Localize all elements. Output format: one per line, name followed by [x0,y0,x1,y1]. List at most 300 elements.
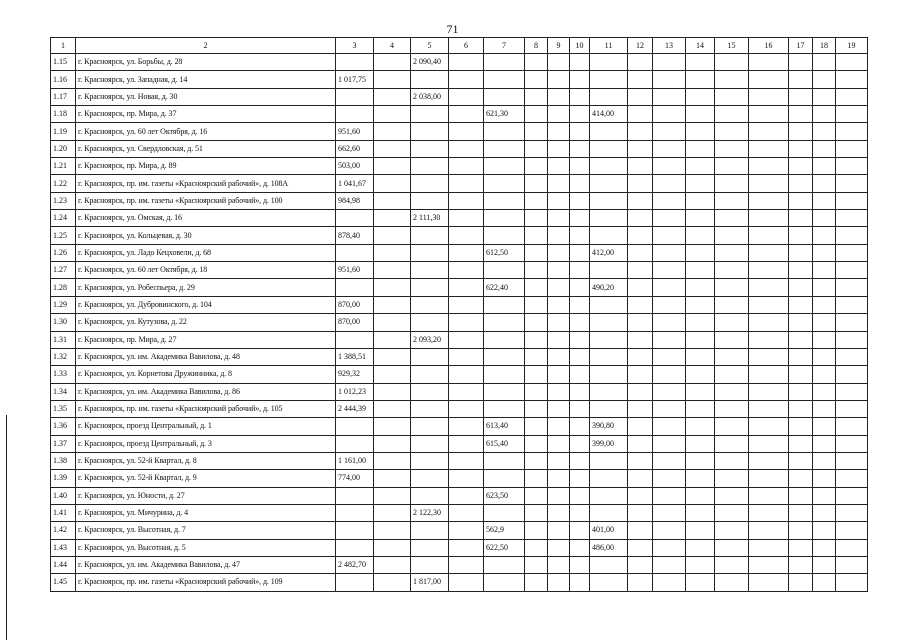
table-cell [686,227,715,244]
table-cell [590,71,628,88]
table-row [51,504,868,521]
table-cell [715,296,749,313]
table-cell [653,54,686,71]
table-cell [789,452,813,469]
table-cell [548,366,570,383]
table-cell: 951,60 [336,123,374,140]
table-cell [525,279,548,296]
table-cell [813,348,836,365]
table-cell: 878,40 [336,227,374,244]
table-cell [653,175,686,192]
table-cell [628,418,653,435]
table-cell [449,400,484,417]
table-cell [789,175,813,192]
table-cell [628,522,653,539]
table-cell [836,470,868,487]
table-cell [628,175,653,192]
table-cell [789,54,813,71]
table-cell [548,556,570,573]
table-cell [590,556,628,573]
row-number-cell: 1.34 [51,383,76,400]
table-cell [813,556,836,573]
table-cell [686,71,715,88]
table-cell [570,262,590,279]
table-cell [653,470,686,487]
table-cell [484,227,525,244]
table-cell [749,470,789,487]
margin-line [6,415,7,640]
table-cell [570,88,590,105]
table-cell [628,140,653,157]
table-cell [411,435,449,452]
table-cell [374,314,411,331]
table-cell [628,435,653,452]
column-header-16: 16 [749,38,789,54]
table-cell [525,348,548,365]
row-number-cell: 1.31 [51,331,76,348]
table-cell [628,262,653,279]
table-cell [411,227,449,244]
table-cell [749,123,789,140]
table-cell [484,574,525,591]
table-cell [548,244,570,261]
table-cell [789,522,813,539]
address-cell: г. Красноярск, ул. Дубровинского, д. 104 [76,296,336,313]
table-cell [336,435,374,452]
table-row [51,487,868,504]
table-cell [484,262,525,279]
table-cell [628,210,653,227]
table-cell [411,140,449,157]
table-cell [686,192,715,209]
table-cell [449,123,484,140]
table-cell [813,435,836,452]
table-cell [789,88,813,105]
column-header-18: 18 [813,38,836,54]
table-cell [449,244,484,261]
table-cell [836,88,868,105]
table-cell: 2 038,00 [411,88,449,105]
table-cell [628,227,653,244]
table-cell [525,314,548,331]
table-cell [374,418,411,435]
table-cell [484,470,525,487]
table-cell [570,71,590,88]
table-cell [525,522,548,539]
table-cell [628,123,653,140]
table-cell [789,487,813,504]
table-cell [374,227,411,244]
table-cell [548,54,570,71]
table-cell [449,106,484,123]
table-cell [653,556,686,573]
table-cell [590,487,628,504]
table-cell [449,539,484,556]
column-header-8: 8 [525,38,548,54]
table-cell [686,54,715,71]
table-cell [525,487,548,504]
table-cell: 2 111,30 [411,210,449,227]
table-cell [336,106,374,123]
row-number-cell: 1.44 [51,556,76,573]
row-number-cell: 1.40 [51,487,76,504]
table-cell [570,140,590,157]
table-cell [715,158,749,175]
data-table [50,37,868,592]
table-cell [836,244,868,261]
table-cell [749,279,789,296]
table-cell [749,366,789,383]
table-cell [590,54,628,71]
table-cell [484,88,525,105]
table-cell [449,71,484,88]
table-cell [411,418,449,435]
table-cell [548,400,570,417]
table-cell [749,296,789,313]
table-cell [411,244,449,261]
table-cell [484,556,525,573]
table-cell [336,244,374,261]
row-number-cell: 1.43 [51,539,76,556]
table-cell [548,435,570,452]
table-cell [813,262,836,279]
table-cell [548,383,570,400]
row-number-cell: 1.30 [51,314,76,331]
table-cell [570,522,590,539]
table-cell [484,158,525,175]
table-cell [374,140,411,157]
table-cell [411,71,449,88]
table-cell [336,504,374,521]
table-cell [411,366,449,383]
table-cell: 1 817,00 [411,574,449,591]
table-cell [411,262,449,279]
table-row [51,366,868,383]
table-cell [749,71,789,88]
table-row [51,348,868,365]
table-cell [590,366,628,383]
row-number-cell: 1.36 [51,418,76,435]
address-cell: г. Красноярск, ул. 60 лет Октября, д. 18 [76,262,336,279]
table-cell [836,140,868,157]
table-cell [813,452,836,469]
table-cell [628,366,653,383]
table-cell [374,262,411,279]
table-cell [548,314,570,331]
table-cell [628,539,653,556]
table-cell [411,539,449,556]
table-cell [653,140,686,157]
table-cell [484,123,525,140]
column-header-15: 15 [715,38,749,54]
table-cell [653,244,686,261]
table-cell [570,192,590,209]
table-cell [548,192,570,209]
table-cell [484,71,525,88]
table-cell [411,279,449,296]
table-cell [789,158,813,175]
table-cell [484,210,525,227]
table-cell [628,88,653,105]
table-cell [525,383,548,400]
table-cell [653,279,686,296]
table-cell [749,539,789,556]
table-cell: 490,20 [590,279,628,296]
table-cell [570,158,590,175]
table-cell [836,192,868,209]
table-cell [836,331,868,348]
address-cell: г. Красноярск, пр. им. газеты «Красноярский рабочий», д. 109 [76,574,336,591]
table-cell [590,452,628,469]
table-cell [570,123,590,140]
table-cell [715,383,749,400]
table-cell [789,71,813,88]
table-cell [653,522,686,539]
table-body [51,54,868,592]
table-cell [813,366,836,383]
table-cell [525,244,548,261]
row-number-cell: 1.25 [51,227,76,244]
table-cell [836,71,868,88]
table-cell [548,279,570,296]
table-cell [449,452,484,469]
table-cell [715,470,749,487]
table-cell [449,279,484,296]
address-cell: г. Красноярск, ул. Кутузова, д. 22 [76,314,336,331]
table-cell [653,366,686,383]
table-cell [789,262,813,279]
table-cell [628,71,653,88]
table-cell [653,452,686,469]
table-cell [374,504,411,521]
table-cell [449,262,484,279]
table-cell [686,262,715,279]
table-cell [836,383,868,400]
table-cell [374,106,411,123]
table-cell [749,54,789,71]
row-number-cell: 1.21 [51,158,76,175]
table-cell [715,487,749,504]
table-cell [715,366,749,383]
table-cell [628,452,653,469]
table-cell: 870,00 [336,314,374,331]
table-cell [715,140,749,157]
table-cell [715,539,749,556]
table-cell [484,296,525,313]
row-number-cell: 1.27 [51,262,76,279]
table-cell [813,574,836,591]
column-header-13: 13 [653,38,686,54]
table-cell [374,210,411,227]
table-cell [570,400,590,417]
table-cell [749,418,789,435]
table-cell [484,140,525,157]
table-cell [449,470,484,487]
table-cell [789,106,813,123]
table-cell [715,348,749,365]
table-cell [686,88,715,105]
table-cell [813,314,836,331]
table-row [51,175,868,192]
address-cell: г. Красноярск, пр. Мира, д. 89 [76,158,336,175]
table-cell [715,244,749,261]
table-cell [686,452,715,469]
table-cell [836,504,868,521]
table-cell [628,54,653,71]
table-cell [653,348,686,365]
table-cell [590,383,628,400]
table-cell: 612,50 [484,244,525,261]
table-cell [525,106,548,123]
table-cell [411,400,449,417]
table-cell [570,348,590,365]
row-number-cell: 1.15 [51,54,76,71]
table-cell [411,383,449,400]
table-cell [715,88,749,105]
row-number-cell: 1.22 [51,175,76,192]
table-cell [715,227,749,244]
row-number-cell: 1.39 [51,470,76,487]
table-cell [590,158,628,175]
table-cell [749,383,789,400]
address-cell: г. Красноярск, пр. Мира, д. 37 [76,106,336,123]
row-number-cell: 1.20 [51,140,76,157]
address-cell: г. Красноярск, пр. им. газеты «Красноярский рабочий», д. 108А [76,175,336,192]
table-cell [336,487,374,504]
table-cell [836,106,868,123]
table-cell [749,314,789,331]
table-cell [628,314,653,331]
table-cell [570,383,590,400]
table-cell [525,470,548,487]
table-cell [789,210,813,227]
table-cell [374,366,411,383]
table-cell [570,227,590,244]
table-cell [374,158,411,175]
table-cell: 951,60 [336,262,374,279]
table-cell [686,435,715,452]
table-cell [336,574,374,591]
address-cell: г. Красноярск, ул. 60 лет Октября, д. 16 [76,123,336,140]
table-cell [590,210,628,227]
table-cell [570,487,590,504]
table-cell [336,54,374,71]
table-cell [715,418,749,435]
table-cell [749,504,789,521]
table-cell [449,192,484,209]
address-cell: г. Красноярск, ул. Юности, д. 27 [76,487,336,504]
table-cell [411,192,449,209]
table-cell [789,383,813,400]
table-cell [590,227,628,244]
table-cell [686,574,715,591]
table-cell [653,106,686,123]
table-cell [686,279,715,296]
table-cell [570,366,590,383]
table-cell [590,88,628,105]
table-cell [570,331,590,348]
table-cell [570,504,590,521]
table-cell [813,54,836,71]
address-cell: г. Красноярск, ул. 52-й Квартал, д. 8 [76,452,336,469]
table-cell: 622,50 [484,539,525,556]
table-cell [715,435,749,452]
table-cell [411,470,449,487]
table-cell: 774,00 [336,470,374,487]
table-row [51,400,868,417]
table-cell [653,296,686,313]
table-cell [715,71,749,88]
address-cell: г. Красноярск, ул. Высотная, д. 7 [76,522,336,539]
table-cell [813,140,836,157]
table-cell [449,175,484,192]
address-cell: г. Красноярск, ул. 52-й Квартал, д. 9 [76,470,336,487]
table-cell [628,487,653,504]
table-cell [715,123,749,140]
table-cell [628,106,653,123]
table-row [51,331,868,348]
table-cell [653,400,686,417]
table-cell [836,158,868,175]
table-cell [590,348,628,365]
table-cell [570,54,590,71]
row-number-cell: 1.38 [51,452,76,469]
table-cell [749,556,789,573]
table-cell [653,71,686,88]
table-cell: 399,00 [590,435,628,452]
table-cell [374,435,411,452]
table-cell: 486,00 [590,539,628,556]
table-cell [411,314,449,331]
table-cell [686,158,715,175]
table-cell [836,296,868,313]
table-cell [548,175,570,192]
table-cell [525,192,548,209]
table-cell [715,522,749,539]
table-cell [715,54,749,71]
table-cell [813,383,836,400]
table-cell [548,88,570,105]
table-cell [686,244,715,261]
table-cell [653,435,686,452]
table-cell [548,331,570,348]
address-cell: г. Красноярск, ул. Борьбы, д. 28 [76,54,336,71]
table-cell [570,539,590,556]
row-number-cell: 1.16 [51,71,76,88]
table-cell [813,418,836,435]
table-cell [411,175,449,192]
table-cell [836,314,868,331]
table-cell [653,314,686,331]
table-cell: 503,00 [336,158,374,175]
table-cell [789,470,813,487]
table-cell: 1 017,75 [336,71,374,88]
table-cell [715,279,749,296]
column-header-2: 2 [76,38,336,54]
column-header-4: 4 [374,38,411,54]
table-cell [548,106,570,123]
table-cell [525,210,548,227]
table-cell [525,158,548,175]
table-cell [570,435,590,452]
table-cell: 622,40 [484,279,525,296]
table-cell [686,106,715,123]
table-cell [411,452,449,469]
table-cell [449,556,484,573]
column-header-14: 14 [686,38,715,54]
table-cell [813,522,836,539]
table-row [51,435,868,452]
